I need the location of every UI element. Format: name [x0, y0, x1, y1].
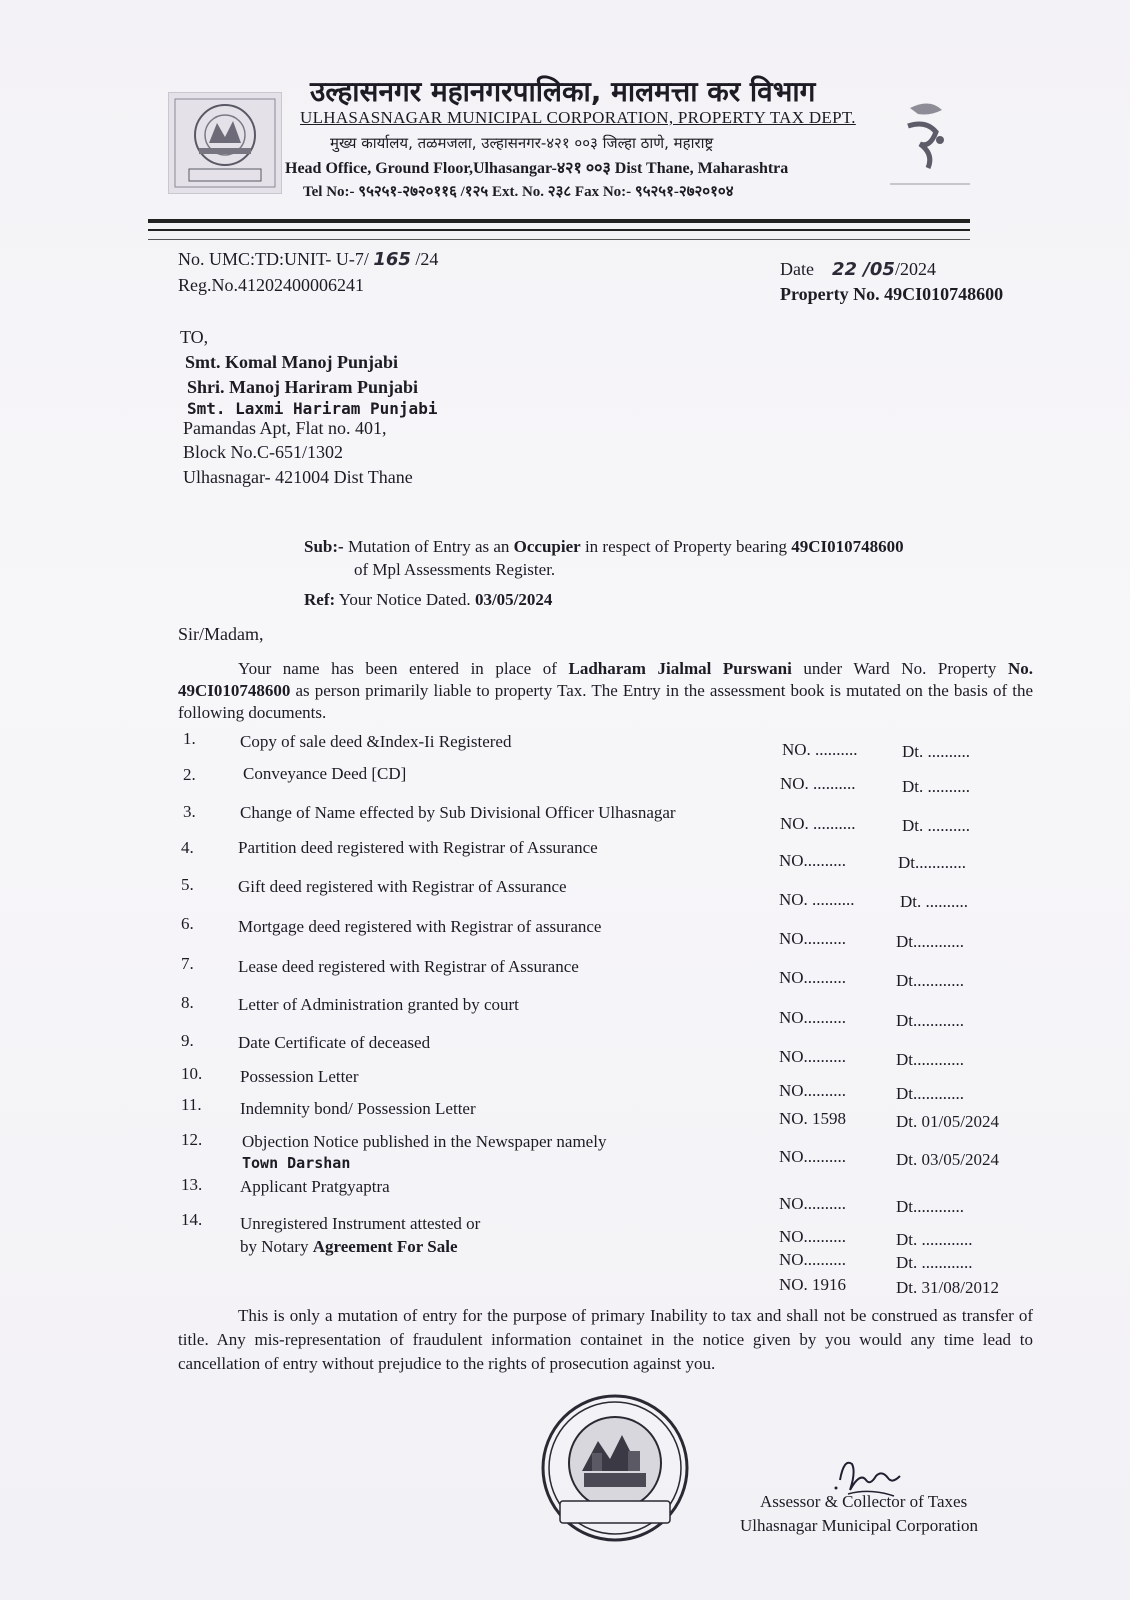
corporation-seal — [540, 1393, 690, 1543]
item-number: 11. — [181, 1095, 202, 1114]
item-number: 13. — [181, 1175, 203, 1194]
reference-date: 03/05/2024 — [474, 590, 553, 609]
item-number: 1. — [183, 729, 196, 748]
item-date-field: Dt............ — [896, 1084, 964, 1103]
agreement-for-sale: Agreement For Sale — [312, 1237, 458, 1256]
item-number-field: NO. .......... — [779, 890, 855, 909]
item-title: Conveyance Deed [CD] — [243, 764, 407, 783]
item-number: 7. — [181, 954, 194, 973]
item-number-field: NO.......... — [779, 1227, 847, 1246]
item-date-field: Dt. ............ — [896, 1230, 973, 1249]
item-number: 8. — [181, 993, 194, 1012]
item-number-field: NO.......... — [779, 1047, 847, 1066]
item-title: Gift deed registered with Registrar of Assurance — [238, 877, 567, 896]
item-number-field: NO. .......... — [780, 814, 856, 833]
item-date-field: Dt. .......... — [902, 816, 970, 835]
item-number: 9. — [181, 1031, 194, 1050]
item-date-field: Dt............ — [896, 932, 964, 951]
item-title: Partition deed registered with Registrar of Assurance — [238, 838, 598, 857]
header-address-marathi: मुख्य कार्यालय, तळमजला, उल्हासनगर-४२१ ००३ जिल्हा ठाणे, महाराष्ट्र — [330, 134, 714, 152]
item-number-field: NO. 1598 — [779, 1109, 847, 1128]
item-date-field: Dt. .......... — [900, 892, 968, 911]
item-date-field: Dt............ — [896, 1050, 964, 1069]
department-logo — [890, 96, 970, 186]
header-divider — [148, 239, 970, 240]
item-date-field: Dt............ — [896, 1197, 964, 1216]
reference-prefix: No. UMC:TD:UNIT- U-7/ — [178, 249, 369, 269]
item-number-field: NO.......... — [779, 968, 847, 987]
item-number-field: NO.......... — [779, 1194, 847, 1213]
registration-number: Reg.No.41202400006241 — [178, 275, 364, 295]
header-title-marathi: उल्हासनगर महानगरपालिका, मालमत्ता कर विभाग — [310, 75, 816, 108]
date-handwritten: 22 /05 — [831, 259, 895, 280]
reference-label: Ref: — [304, 590, 336, 609]
item-date-field: Dt. 03/05/2024 — [896, 1150, 999, 1169]
addressee-name: Shri. Manoj Hariram Punjabi — [187, 377, 419, 397]
item-date-field: Dt. 01/05/2024 — [896, 1112, 999, 1131]
item-title: Copy of sale deed &Index-Ii Registered — [240, 732, 512, 751]
item-title: Objection Notice published in the Newspaper namely — [242, 1132, 607, 1151]
addressee-address: Pamandas Apt, Flat no. 401, — [183, 418, 387, 438]
header-divider — [148, 229, 970, 231]
item-number: 2. — [183, 765, 196, 784]
newspaper-name: Town Darshan — [242, 1154, 351, 1172]
item-number-field: NO.......... — [779, 851, 847, 870]
subject-line-2: of Mpl Assessments Register. — [354, 560, 556, 579]
subject-property: 49CI010748600 — [791, 537, 904, 556]
item-title: Letter of Administration granted by court — [238, 995, 519, 1014]
reference-text: Your Notice Dated. — [338, 590, 471, 609]
header-divider — [148, 219, 970, 223]
item-number-field: NO. .......... — [780, 774, 856, 793]
item-date-field: Dt. .......... — [902, 742, 970, 761]
property-number: Property No. 49CI010748600 — [780, 284, 1004, 304]
reference-suffix: /24 — [415, 249, 439, 269]
item-title: Lease deed registered with Registrar of Assurance — [238, 957, 579, 976]
closing-paragraph: This is only a mutation of entry for the purpose of primary Inability to tax and shall not be construed as transfer of title. Any mis-representation of fraudulent information containet in the notice given by you would any time lead to cancellation of entry without prejudice to the rights of prosecution against you. — [178, 1306, 1033, 1373]
body-paragraph — [178, 658, 1033, 724]
signatory-title: Assessor & Collector of Taxes — [760, 1492, 968, 1511]
item-title: Mortgage deed registered with Registrar of assurance — [238, 917, 602, 936]
item-number: 14. — [181, 1210, 203, 1229]
item-number-field: NO.......... — [779, 1250, 847, 1269]
body-property-number: No. 49CI010748600 — [178, 659, 1034, 700]
reference-handwritten: 165 — [373, 249, 411, 270]
addressee-address: Block No.C-651/1302 — [183, 442, 343, 462]
item-title: Date Certificate of deceased — [238, 1033, 431, 1052]
item-number: 12. — [181, 1130, 203, 1149]
body-text: Your name has been entered in place of — [238, 659, 557, 678]
item-title: Possession Letter — [240, 1067, 359, 1086]
addressee-name: Smt. Laxmi Hariram Punjabi — [187, 399, 438, 418]
item-number: 4. — [181, 838, 194, 857]
item-date-field: Dt............ — [896, 971, 964, 990]
item-title: Unregistered Instrument attested or — [240, 1214, 481, 1233]
salutation: Sir/Madam, — [178, 624, 264, 644]
item-number-field: NO.......... — [779, 929, 847, 948]
subject-line — [304, 537, 904, 557]
item-date-field: Dt............ — [898, 853, 966, 872]
date-label: Date — [780, 259, 814, 279]
body-text: under Ward No. Property — [803, 659, 997, 678]
reference-line — [304, 590, 552, 610]
addressee-to: TO, — [180, 327, 209, 347]
corporation-logo — [168, 92, 282, 194]
header-title-english: ULHASASNAGAR MUNICIPAL CORPORATION, PROPERTY TAX DEPT. — [300, 108, 856, 127]
item-number-field: NO. .......... — [782, 740, 858, 759]
item-number-field: NO.......... — [779, 1081, 847, 1100]
previous-owner-name: Ladharam Jialmal Purswani — [568, 659, 792, 678]
subject-text: Mutation of Entry as an — [347, 537, 510, 556]
item-title-line-2 — [240, 1237, 458, 1257]
item-number: 3. — [183, 802, 196, 821]
item-title: Indemnity bond/ Possession Letter — [240, 1099, 476, 1118]
item-number: 5. — [181, 875, 194, 894]
subject-label: Sub:- — [304, 537, 344, 556]
body-text: as person primarily liable to property Tax. The Entry in the assessment book is mutated on the basis of the following documents. — [178, 681, 1033, 722]
item-date-field: Dt............ — [896, 1011, 964, 1030]
subject-emphasis: Occupier — [513, 537, 581, 556]
item-title: Applicant Pratgyaptra — [240, 1177, 390, 1196]
item-number: 6. — [181, 914, 194, 933]
item-number-field: NO. 1916 — [779, 1275, 847, 1294]
addressee-address: Ulhasnagar- 421004 Dist Thane — [183, 467, 413, 487]
item-date-field: Dt. ............ — [896, 1253, 973, 1272]
item-date-field: Dt. 31/08/2012 — [896, 1278, 999, 1297]
header-address-english: Head Office, Ground Floor,Ulhasangar-४२१ ००३ Dist Thane, Maharashtra — [285, 160, 789, 177]
letter-date — [780, 259, 936, 280]
header-contact: Tel No:- ९५२५१-२७२०११६ /१२५ Ext. No. २३८ Fax No:- ९५२५१-२७२०१०४ — [303, 184, 734, 200]
item-number-field: NO.......... — [779, 1008, 847, 1027]
item-number: 10. — [181, 1064, 203, 1083]
signatory-organization: Ulhasnagar Municipal Corporation — [740, 1516, 978, 1535]
item-title: Change of Name effected by Sub Divisional Officer Ulhasnagar — [240, 803, 676, 822]
subject-text: in respect of Property bearing — [584, 537, 787, 556]
date-year: /2024 — [894, 259, 936, 279]
item-title-text: by Notary — [240, 1237, 309, 1256]
reference-number — [178, 249, 438, 270]
item-date-field: Dt. .......... — [902, 777, 970, 796]
addressee-name: Smt. Komal Manoj Punjabi — [185, 352, 399, 372]
item-number-field: NO.......... — [779, 1147, 847, 1166]
